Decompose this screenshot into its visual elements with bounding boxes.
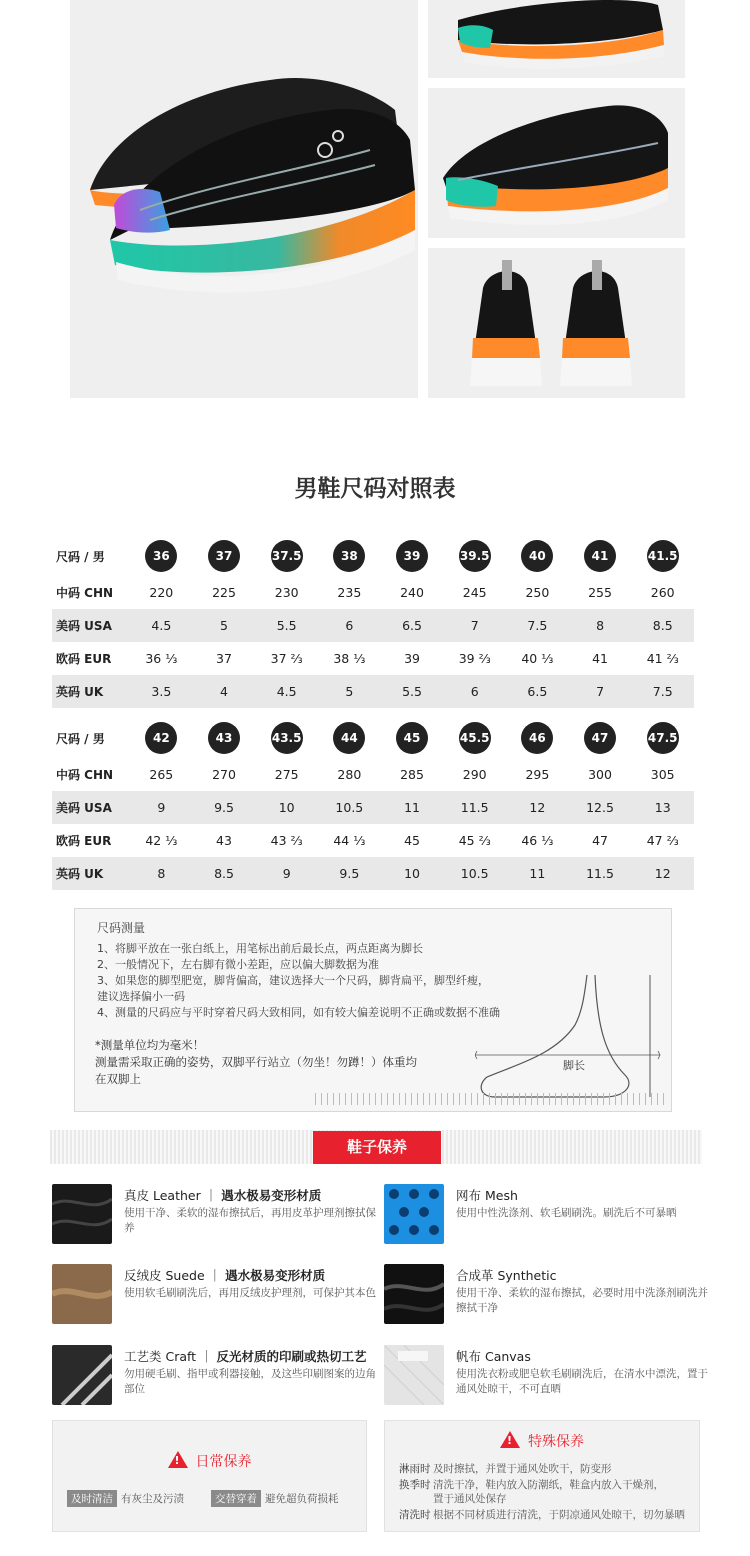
- craft-swatch-icon: [52, 1345, 112, 1405]
- table-cell: 9: [157, 800, 166, 815]
- table-cell: 4.5: [276, 684, 297, 699]
- size-badge: 39.5: [459, 540, 491, 572]
- table-cell: 11: [404, 800, 420, 815]
- eur-row: [52, 824, 694, 857]
- row-label: 尺码 / 男: [56, 731, 105, 746]
- usa-row: [52, 609, 694, 642]
- material-desc: 使用干净、柔软的湿布擦拭后，再用皮革护理剂擦拭保养: [124, 1207, 376, 1234]
- table-cell: 46 ⅓: [521, 833, 554, 848]
- material-name: 工艺类 Craft ｜ 反光材质的印刷或热切工艺: [124, 1349, 367, 1364]
- table-cell: 225: [212, 585, 236, 600]
- daily-item: [211, 1487, 339, 1507]
- table-cell: 7.5: [652, 684, 673, 699]
- material-canvas: [384, 1345, 714, 1407]
- table-cell: 11.5: [460, 800, 489, 815]
- daily-care-heading: !日常保养: [53, 1451, 366, 1471]
- table-cell: 295: [525, 767, 550, 782]
- table-cell: 10: [278, 800, 295, 815]
- table-cell: 9: [282, 866, 291, 881]
- size-badge: 41: [584, 540, 616, 572]
- table-cell: 37: [216, 651, 232, 666]
- suede-swatch-icon: [52, 1264, 112, 1324]
- material-name: 网布 Mesh: [456, 1188, 518, 1203]
- table-cell: 45: [404, 833, 420, 848]
- material-name: 帆布 Canvas: [456, 1349, 531, 1364]
- row-label: 美码 USA: [56, 801, 112, 815]
- chn-row: [52, 758, 694, 791]
- size-badge: 47.5: [647, 722, 679, 754]
- table-cell: 285: [400, 767, 424, 782]
- unit-note: *测量单位均为毫米！: [95, 1038, 205, 1052]
- leather-swatch-icon: [52, 1184, 112, 1244]
- table-cell: 10.5: [460, 866, 489, 881]
- size-badge: 40: [521, 540, 553, 572]
- usa-row: [52, 791, 694, 824]
- foot-icon: [475, 965, 665, 1105]
- row-label: 英码 UK: [56, 867, 104, 881]
- warning-icon: [500, 1431, 520, 1448]
- material-leather: [52, 1184, 382, 1246]
- table-cell: 305: [650, 767, 675, 782]
- uk-row: [52, 857, 694, 890]
- table-cell: 11: [529, 866, 546, 881]
- care-tag: 交替穿着: [211, 1490, 261, 1507]
- eur-row: [52, 642, 694, 675]
- row-label: 中码 CHN: [56, 768, 114, 782]
- table-cell: 8.5: [652, 618, 673, 633]
- material-synthetic: [384, 1264, 714, 1326]
- table-cell: 4.5: [151, 618, 172, 633]
- table-cell: 9.5: [214, 800, 234, 815]
- table-cell: 220: [149, 585, 174, 600]
- table-cell: 42 ⅓: [145, 833, 178, 848]
- synthetic-swatch-icon: [384, 1264, 444, 1324]
- table-cell: 43: [216, 833, 232, 848]
- table-cell: 5.5: [276, 618, 297, 633]
- table-cell: 7: [596, 684, 605, 699]
- measure-note: [95, 1037, 475, 1088]
- material-craft: [52, 1345, 382, 1407]
- table-cell: 8.5: [214, 866, 234, 881]
- table-cell: 39: [404, 651, 420, 666]
- table-cell: 37 ⅔: [270, 651, 303, 666]
- table-cell: 7.5: [527, 618, 548, 633]
- table-cell: 12: [654, 866, 671, 881]
- table-cell: 47 ⅔: [646, 833, 679, 848]
- size-badge: 41.5: [647, 540, 679, 572]
- row-label: 尺码 / 男: [56, 549, 105, 564]
- size-table-block-1: [52, 536, 694, 708]
- table-cell: 250: [525, 585, 550, 600]
- table-cell: 230: [274, 585, 299, 600]
- table-cell: 6.5: [402, 618, 422, 633]
- special-row: 清洗时 根据不同材质进行清洗，于阴凉通风处晾干，切勿暴晒: [399, 1509, 685, 1521]
- size-badge: 47: [584, 722, 616, 754]
- size-badge: 42: [145, 722, 177, 754]
- table-cell: 280: [337, 767, 362, 782]
- table-cell: 10.5: [335, 800, 364, 815]
- table-cell: 8: [596, 618, 605, 633]
- measure-step: 建议选择偏小一码: [97, 990, 185, 1003]
- table-cell: 8: [157, 866, 166, 881]
- table-cell: 41 ⅔: [646, 651, 679, 666]
- table-cell: 265: [149, 767, 174, 782]
- size-badge: 45.5: [459, 722, 491, 754]
- size-chart-title: 男鞋尺码对照表: [294, 476, 456, 502]
- measure-step: 3、如果您的脚型肥宽，脚背偏高，建议选择大一个尺码，脚背扁平，脚型纤瘦，: [97, 974, 489, 987]
- table-cell: 240: [400, 585, 424, 600]
- product-photos: [0, 0, 750, 400]
- table-cell: 13: [654, 800, 671, 815]
- material-desc: 使用软毛刷刷洗后，再用反绒皮护理剂，可保护其本色: [124, 1287, 376, 1299]
- table-cell: 9.5: [339, 866, 360, 881]
- product-photo-side-1: [428, 0, 685, 78]
- care-text: 避免超负荷损耗: [265, 1493, 339, 1505]
- table-cell: 38 ⅓: [333, 651, 366, 666]
- measure-step: 4、测量的尺码应与平时穿着尺码大致相同，如有较大偏差说明不正确或数据不准确: [97, 1006, 500, 1019]
- mesh-swatch-icon: [384, 1184, 444, 1244]
- special-row: 淋雨时 及时擦拭，并置于通风处吹干，防变形: [399, 1463, 612, 1475]
- size-badge: 39: [396, 540, 428, 572]
- table-cell: 43 ⅔: [270, 833, 303, 848]
- size-badge: 43: [208, 722, 240, 754]
- row-label: 中码 CHN: [56, 586, 114, 600]
- daily-item: [67, 1487, 184, 1507]
- size-row: [52, 718, 694, 758]
- posture-note: 测量需采取正确的姿势，双脚平行站立（勿坐！勿蹲！）体重均: [95, 1055, 417, 1069]
- measure-step: 2、一般情况下，左右脚有微小差距，应以偏大脚数据为准: [97, 958, 379, 971]
- care-text: 有灰尘及污渍: [121, 1493, 184, 1505]
- table-cell: 12: [529, 800, 546, 815]
- size-badge: 43.5: [271, 722, 303, 754]
- size-row: [52, 536, 694, 576]
- warning-icon: [168, 1451, 188, 1468]
- material-name: 反绒皮 Suede ｜ 遇水极易变形材质: [124, 1268, 326, 1283]
- table-cell: 41: [592, 651, 608, 666]
- measure-steps: [97, 941, 537, 1021]
- table-cell: 40 ⅓: [521, 651, 554, 666]
- shoe-pair-illustration: [70, 0, 418, 398]
- uk-row: [52, 675, 694, 708]
- measure-guide: [74, 908, 672, 1112]
- table-cell: 45 ⅔: [458, 833, 491, 848]
- size-badge: 37: [208, 540, 240, 572]
- table-cell: 235: [337, 585, 362, 600]
- care-title: 鞋子保养: [313, 1131, 441, 1164]
- canvas-swatch-icon: [384, 1345, 444, 1405]
- table-cell: 36 ⅓: [145, 651, 178, 666]
- size-badge: 46: [521, 722, 553, 754]
- product-photo-side-2: [428, 88, 685, 238]
- table-cell: 275: [274, 767, 299, 782]
- row-label: 英码 UK: [56, 685, 104, 699]
- table-cell: 6: [345, 618, 354, 633]
- table-cell: 5: [220, 618, 228, 633]
- posture-note-2: 在双脚上: [95, 1072, 141, 1086]
- table-cell: 270: [212, 767, 236, 782]
- size-badge: 37.5: [271, 540, 303, 572]
- special-row: 置于通风处保存: [433, 1493, 507, 1505]
- table-cell: 4: [220, 684, 228, 699]
- material-desc: 使用中性洗涤剂、软毛刷刷洗。刷洗后不可暴晒: [456, 1207, 677, 1219]
- table-cell: 290: [462, 767, 487, 782]
- ruler-icon: [315, 1093, 665, 1105]
- special-care-heading: !特殊保养: [385, 1431, 699, 1451]
- row-label: 美码 USA: [56, 619, 112, 633]
- size-badge: 36: [145, 540, 177, 572]
- table-cell: 6.5: [527, 684, 548, 699]
- table-cell: 260: [650, 585, 675, 600]
- material-name: 真皮 Leather ｜ 遇水极易变形材质: [124, 1188, 322, 1203]
- foot-length-label: 脚长: [563, 1059, 585, 1072]
- material-suede: [52, 1264, 382, 1326]
- special-row: 换季时 清洗干净，鞋内放入防潮纸，鞋盒内放入干燥剂，: [399, 1479, 664, 1491]
- material-mesh: [384, 1184, 714, 1246]
- table-cell: 245: [462, 585, 487, 600]
- material-name: 合成革 Synthetic: [456, 1268, 557, 1283]
- size-badge: 44: [333, 722, 365, 754]
- table-cell: 10: [404, 866, 420, 881]
- table-cell: 6: [470, 684, 479, 699]
- measure-title: 尺码测量: [97, 921, 146, 935]
- table-cell: 7: [470, 618, 479, 633]
- table-cell: 47: [592, 833, 608, 848]
- daily-care-card: [52, 1420, 367, 1532]
- table-cell: 12.5: [586, 800, 614, 815]
- table-cell: 5: [345, 684, 354, 699]
- size-badge: 38: [333, 540, 365, 572]
- row-label: 欧码 EUR: [56, 652, 112, 666]
- special-care-card: [384, 1420, 700, 1532]
- table-cell: 11.5: [586, 866, 614, 881]
- material-desc: 使用干净、柔软的湿布擦拭，必要时用中洗涤剂刷洗并擦拭干净: [456, 1287, 708, 1314]
- table-cell: 44 ⅓: [333, 833, 366, 848]
- row-label: 欧码 EUR: [56, 834, 112, 848]
- care-tag: 及时清洁: [67, 1490, 117, 1507]
- material-desc: 勿用硬毛刷、指甲或利器接触，及这些印刷图案的边角部位: [124, 1368, 376, 1395]
- size-table-block-2: [52, 718, 694, 890]
- table-cell: 255: [588, 585, 612, 600]
- table-cell: 39 ⅔: [458, 651, 491, 666]
- measure-step: 1、将脚平放在一张白纸上，用笔标出前后最长点，两点距离为脚长: [97, 942, 423, 955]
- size-badge: 45: [396, 722, 428, 754]
- table-cell: 3.5: [151, 684, 172, 699]
- table-cell: 5.5: [402, 684, 422, 699]
- chn-row: [52, 576, 694, 609]
- material-desc: 使用洗衣粉或肥皂软毛刷刷洗后，在清水中漂洗，置于通风处晾干，不可直晒: [456, 1368, 708, 1395]
- product-photo-main: [70, 0, 418, 398]
- product-photo-back: [428, 248, 685, 398]
- table-cell: 300: [588, 767, 612, 782]
